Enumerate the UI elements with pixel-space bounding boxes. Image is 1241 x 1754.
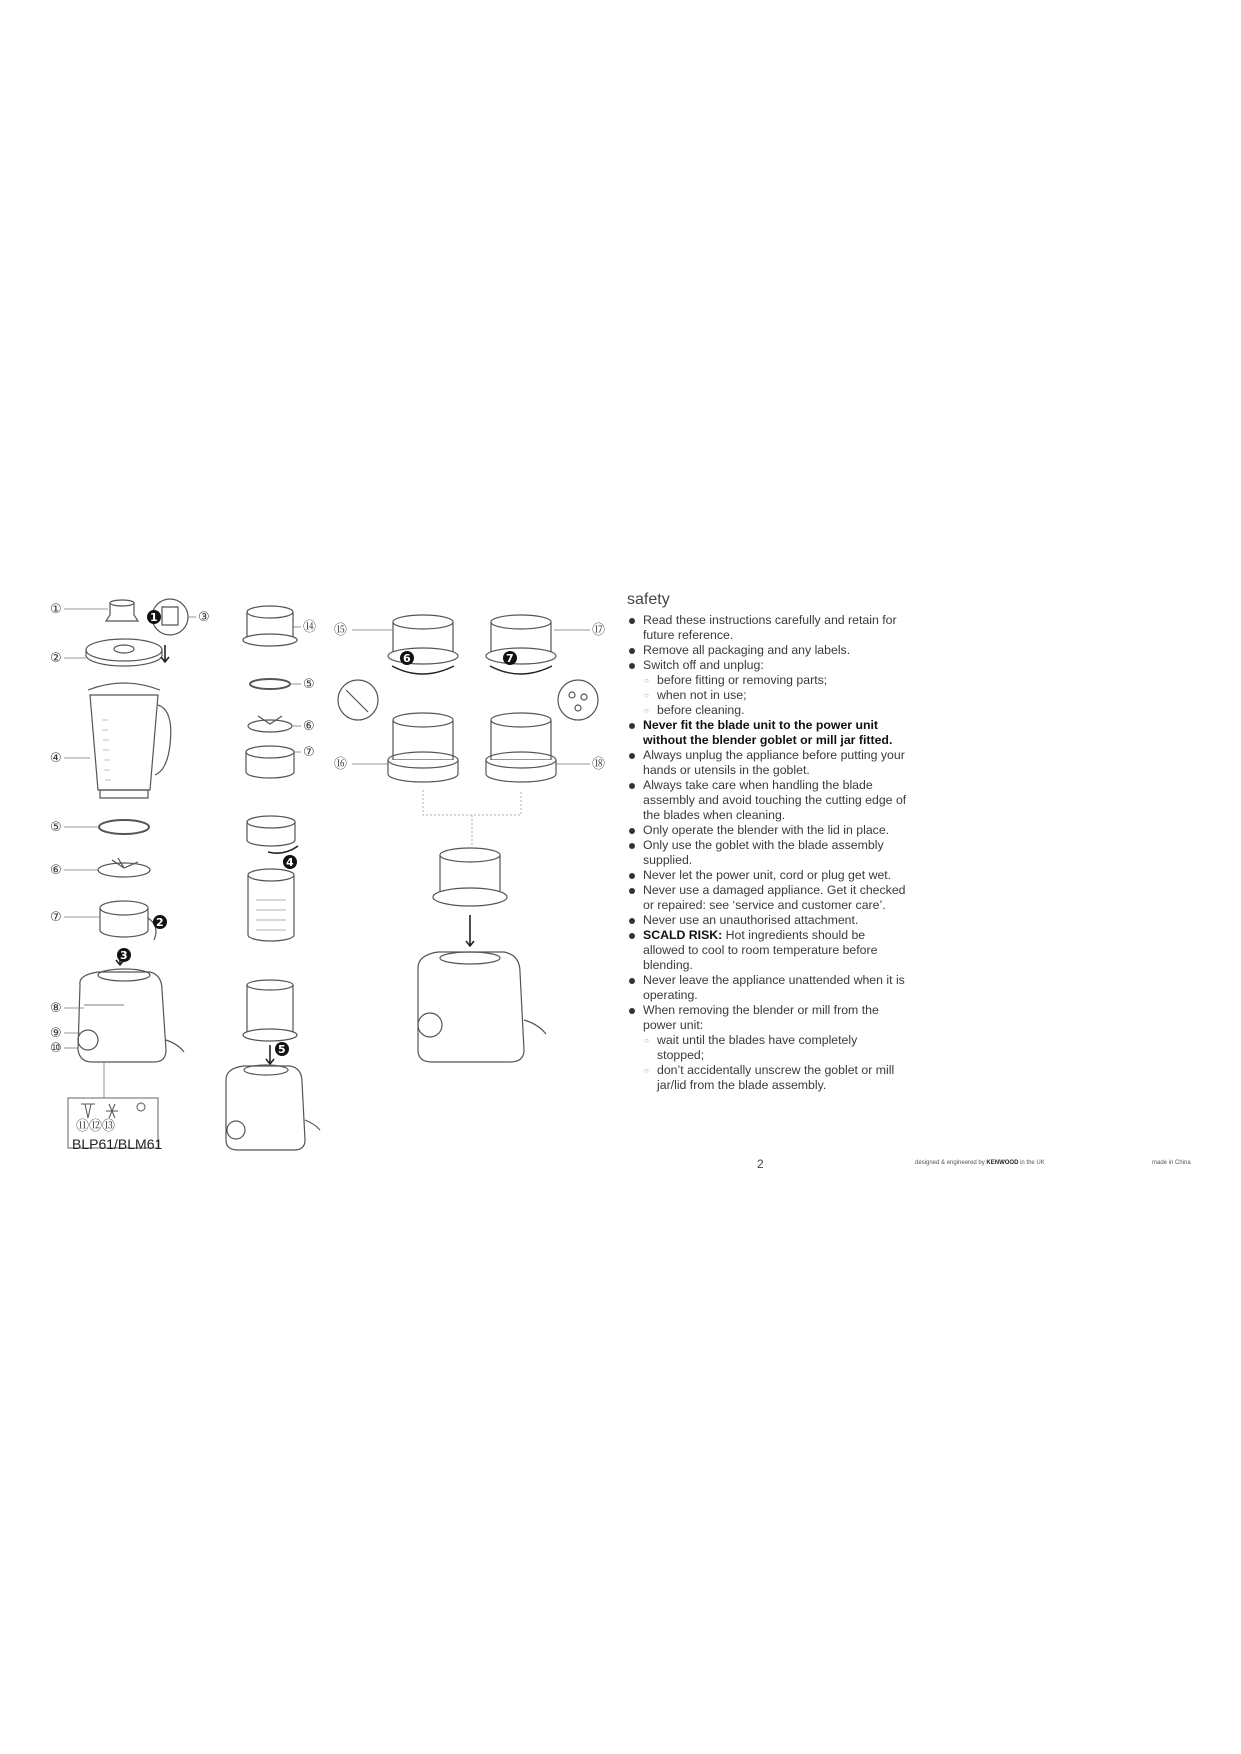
- list-item: [627, 1003, 907, 1093]
- list-item-text: Switch off and unplug:: [643, 658, 764, 672]
- callout-11-13: ⑪⑫⑬: [76, 1119, 116, 1134]
- callout-1: ①: [50, 602, 62, 617]
- callout-14: ⑭: [303, 620, 317, 635]
- callout-5: ⑤: [50, 820, 62, 835]
- step-4: 4: [286, 856, 294, 869]
- list-item-warning: Never fit the blade unit to the power unit without the blender goblet or mill jar fitted.: [627, 718, 907, 748]
- callout-4: ④: [50, 751, 62, 766]
- footer-designed: [915, 1160, 1045, 1166]
- sub-item: ○ don’t accidentally unscrew the goblet or mill jar/lid from the blade assembly.: [643, 1063, 907, 1093]
- sub-item: ○ before cleaning.: [643, 703, 907, 718]
- callout-8: ⑧: [50, 1001, 62, 1016]
- blender-exploded-view: [64, 599, 196, 1148]
- callout-2: ②: [50, 651, 62, 666]
- list-item: Always unplug the appliance before putting your hands or utensils in the goblet.: [627, 748, 907, 778]
- safety-title: safety: [627, 591, 670, 608]
- sub-item: ○ wait until the blades have completely stopped;: [643, 1033, 907, 1063]
- list-item: Read these instructions carefully and retain for future reference.: [627, 613, 907, 643]
- callout-7: ⑦: [50, 910, 62, 925]
- scald-risk-text: Hot ingredients should be allowed to cool to room temperature before blending.: [643, 928, 878, 972]
- list-item: [627, 658, 907, 718]
- step-1: 1: [150, 611, 158, 624]
- model-label: BLP61/BLM61: [72, 1136, 163, 1152]
- callout-15: ⑮: [334, 623, 348, 638]
- callout-7b: ⑦: [303, 745, 315, 760]
- list-item: Never use a damaged appliance. Get it checked or repaired: see ‘service and customer care’.: [627, 883, 907, 913]
- list-item: Only operate the blender with the lid in place.: [627, 823, 907, 838]
- list-item: Never use an unauthorised attachment.: [627, 913, 907, 928]
- callout-6b: ⑥: [303, 719, 315, 734]
- sub-item: ○ before fitting or removing parts;: [643, 673, 907, 688]
- callout-6: ⑥: [50, 863, 62, 878]
- page-number: 2: [757, 1157, 764, 1171]
- designed-suffix: in the UK: [1020, 1160, 1045, 1166]
- callout-5b: ⑤: [303, 677, 315, 692]
- list-item: Remove all packaging and any labels.: [627, 643, 907, 658]
- brand-name: KENWOOD: [986, 1160, 1019, 1166]
- safety-section: [627, 592, 907, 1093]
- step-6: 6: [403, 652, 411, 665]
- scald-risk-label: SCALD RISK:: [643, 928, 723, 942]
- callout-9: ⑨: [50, 1026, 62, 1041]
- list-item: Never leave the appliance unattended when it is operating.: [627, 973, 907, 1003]
- list-item: [627, 928, 907, 973]
- footer-made-in: made in China: [1152, 1160, 1191, 1166]
- step-2: 2: [156, 916, 164, 929]
- callout-3: ③: [198, 610, 210, 625]
- callout-17: ⑰: [592, 623, 606, 638]
- mill-fitting-view: [338, 615, 598, 1062]
- list-item-text: When removing the blender or mill from the power unit:: [643, 1003, 879, 1032]
- callout-10: ⑩: [50, 1041, 62, 1056]
- step-7: 7: [506, 652, 514, 665]
- list-item: Never let the power unit, cord or plug get wet.: [627, 868, 907, 883]
- sub-item: ○ when not in use;: [643, 688, 907, 703]
- step-3: 3: [120, 949, 128, 962]
- callout-16: ⑯: [334, 757, 348, 772]
- step-5: 5: [278, 1043, 286, 1056]
- designed-text: designed & engineered by: [915, 1160, 985, 1166]
- list-item: Always take care when handling the blade assembly and avoid touching the cutting edge of the blades when cleaning.: [627, 778, 907, 823]
- callout-18: ⑱: [592, 757, 606, 772]
- safety-list: [627, 613, 907, 1093]
- list-item: Only use the goblet with the blade assembly supplied.: [627, 838, 907, 868]
